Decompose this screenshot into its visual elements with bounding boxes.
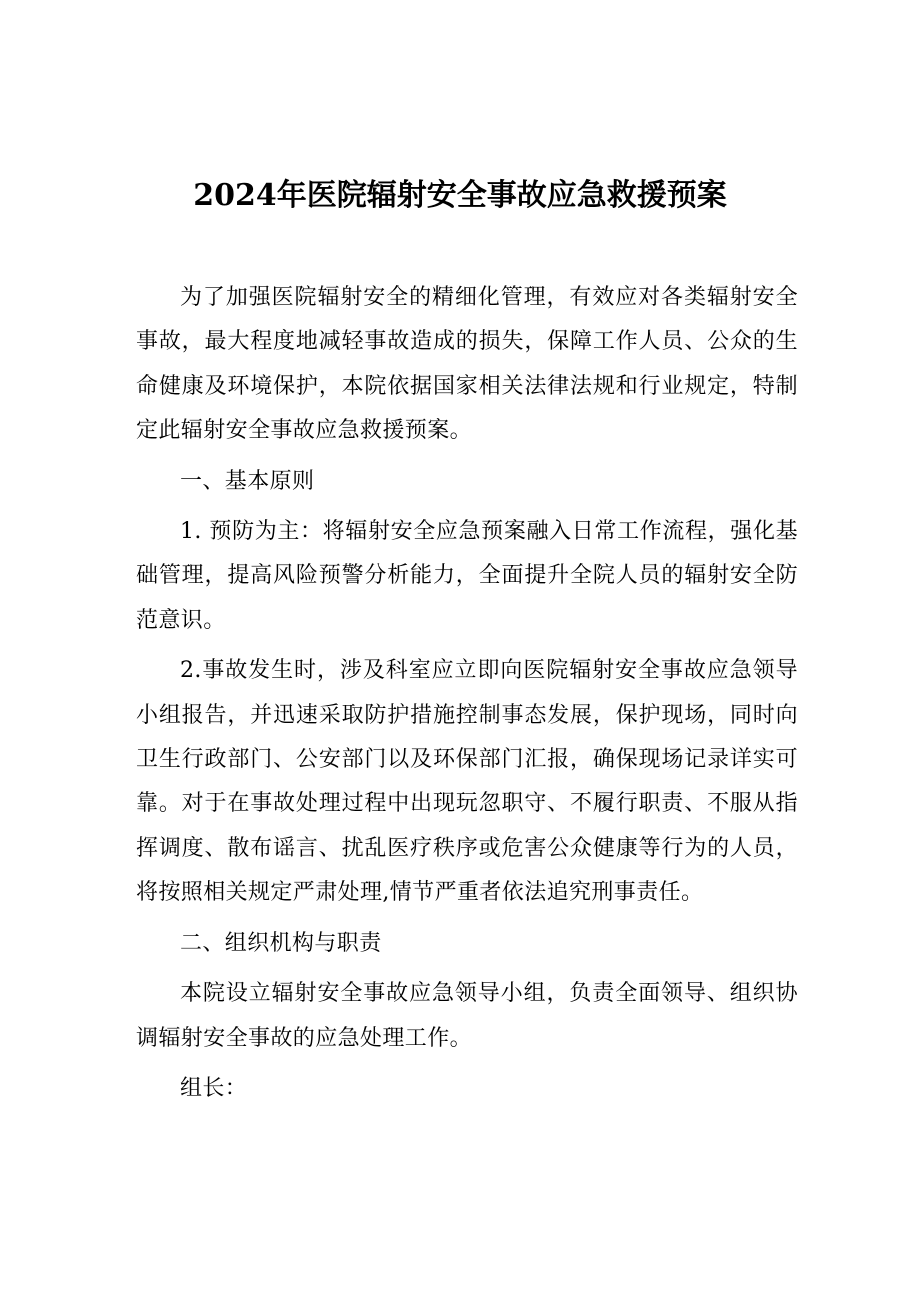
intro-paragraph: 为了加强医院辐射安全的精细化管理，有效应对各类辐射安全事故，最大程度地减轻事故造成的损失，保障工作人员、公众的生命健康及环境保护，本院依据国家相关法律法规和行业规定，特制定此辐射安全事故应急救援预案。: [136, 285, 798, 444]
section-heading-basic-principles: 一、基本原则: [180, 468, 315, 494]
leader-label: 组长：: [180, 1075, 248, 1101]
principle-2-paragraph: 2.事故发生时，涉及科室应立即向医院辐射安全事故应急领导小组报告，并迅速采取防护措施控制事态发展，保护现场，同时向卫生行政部门、公安部门以及环保部门汇报，确保现场记录详实可靠。对于在事故处理过程中出现玩忽职守、不履行职责、不服从指挥调度、散布谣言、扰乱医疗秩序或危害公众健康等行为的人员，将按照相关规定严肃处理,情节严重者依法追究刑事责任。: [136, 658, 798, 906]
organization-paragraph: 本院设立辐射安全事故应急领导小组，负责全面领导、组织协调辐射安全事故的应急处理工作。: [136, 981, 798, 1051]
section-heading-organization: 二、组织机构与职责: [180, 930, 382, 956]
principle-1-paragraph: 1. 预防为主：将辐射安全应急预案融入日常工作流程，强化基础管理，提高风险预警分析能力，全面提升全院人员的辐射安全防范意识。: [136, 519, 798, 633]
document-title: 2024年医院辐射安全事故应急救援预案: [193, 178, 727, 213]
document-body: [136, 276, 798, 1111]
